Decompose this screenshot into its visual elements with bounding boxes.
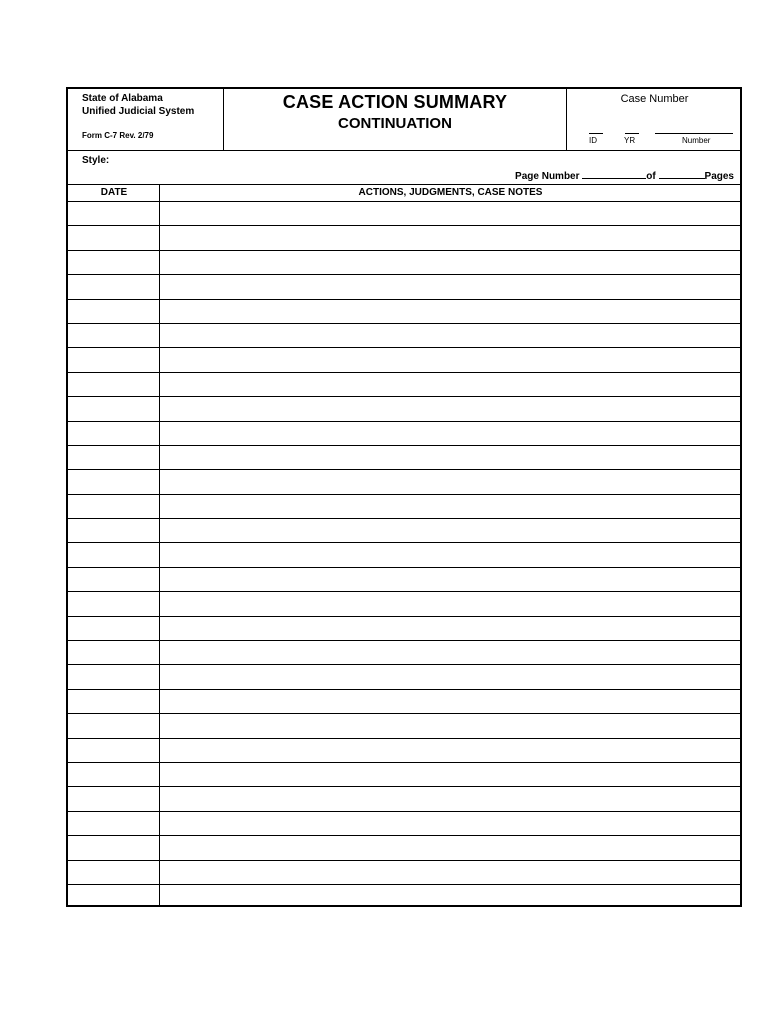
of-label: of xyxy=(646,171,656,182)
number-label: Number xyxy=(682,136,711,145)
table-header xyxy=(68,184,740,202)
form-title: CASE ACTION SUMMARY xyxy=(282,92,508,112)
table-row[interactable] xyxy=(68,812,740,836)
table-row[interactable] xyxy=(68,226,740,250)
actions-table xyxy=(68,184,740,905)
state-name: State of Alabama xyxy=(82,93,163,104)
style-label: Style: xyxy=(82,155,110,166)
table-row[interactable] xyxy=(68,348,740,372)
table-row[interactable] xyxy=(68,519,740,543)
table-row[interactable] xyxy=(68,324,740,348)
page-number-field[interactable] xyxy=(582,169,646,179)
table-rows xyxy=(68,202,740,909)
table-row[interactable] xyxy=(68,275,740,299)
table-row[interactable] xyxy=(68,373,740,397)
table-row[interactable] xyxy=(68,885,740,909)
table-row[interactable] xyxy=(68,397,740,421)
page-number-line xyxy=(515,169,734,182)
form-number: Form C-7 Rev. 2/79 xyxy=(82,131,154,140)
total-pages-field[interactable] xyxy=(659,169,705,179)
form-subtitle: CONTINUATION xyxy=(338,115,452,132)
table-row[interactable] xyxy=(68,836,740,860)
table-row[interactable] xyxy=(68,665,740,689)
table-row[interactable] xyxy=(68,251,740,275)
table-row[interactable] xyxy=(68,617,740,641)
actions-column-header: ACTIONS, JUDGMENTS, CASE NOTES xyxy=(358,187,543,198)
case-year-field[interactable] xyxy=(625,133,639,134)
header-title-cell xyxy=(224,89,567,151)
case-action-summary-form xyxy=(66,87,742,907)
table-row[interactable] xyxy=(68,446,740,470)
table-row[interactable] xyxy=(68,495,740,519)
table-row[interactable] xyxy=(68,568,740,592)
yr-label: YR xyxy=(624,136,636,145)
table-row[interactable] xyxy=(68,592,740,616)
table-row[interactable] xyxy=(68,422,740,446)
table-row[interactable] xyxy=(68,202,740,226)
table-row[interactable] xyxy=(68,861,740,885)
date-column-header: DATE xyxy=(100,187,128,198)
page-number-label: Page Number xyxy=(515,171,580,182)
case-number-field[interactable] xyxy=(655,133,733,134)
table-row[interactable] xyxy=(68,470,740,494)
case-id-field[interactable] xyxy=(589,133,603,134)
table-row[interactable] xyxy=(68,763,740,787)
table-row[interactable] xyxy=(68,641,740,665)
table-row[interactable] xyxy=(68,543,740,567)
case-number-cell xyxy=(567,89,742,151)
header-agency-cell xyxy=(68,89,224,151)
table-row[interactable] xyxy=(68,714,740,738)
table-row[interactable] xyxy=(68,300,740,324)
table-row[interactable] xyxy=(68,787,740,811)
judicial-system-name: Unified Judicial System xyxy=(82,106,195,117)
id-label: ID xyxy=(589,136,597,145)
table-row[interactable] xyxy=(68,690,740,714)
table-row[interactable] xyxy=(68,739,740,763)
case-number-label: Case Number xyxy=(620,93,689,105)
pages-label: Pages xyxy=(704,171,734,182)
